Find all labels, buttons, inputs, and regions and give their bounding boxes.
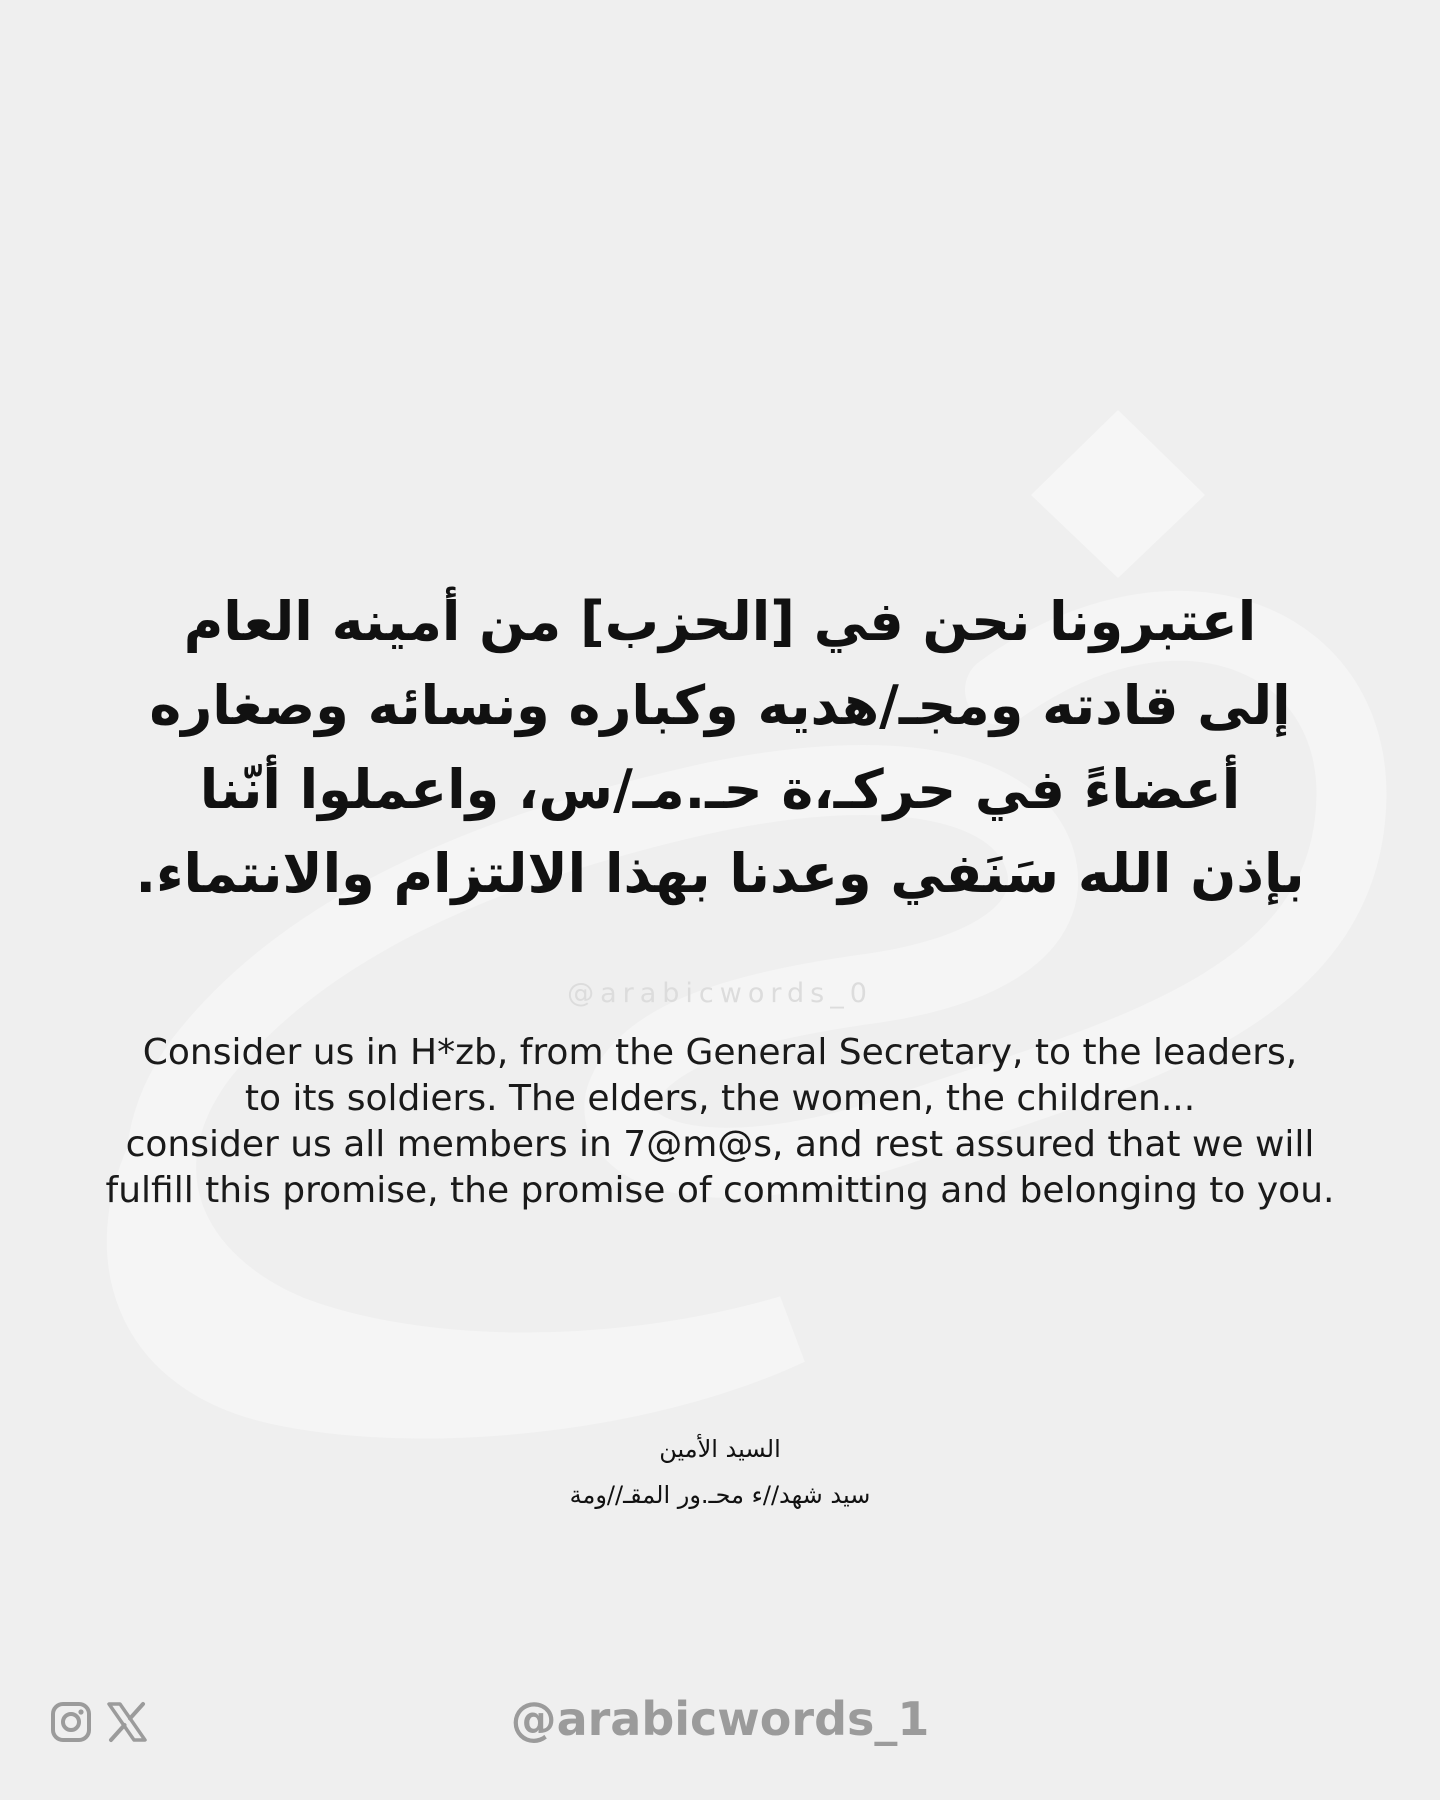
faint-watermark-handle: @arabicwords_0 [567, 978, 873, 1009]
arabic-quote-line: بإذن الله سَنَفي وعدنا بهذا الالتزام والانتماء. [135, 842, 1305, 905]
english-translation [100, 1030, 1340, 1214]
arabic-quote [100, 580, 1340, 916]
translation-line: Consider us in H*zb, from the General Secretary, to the leaders, [142, 1032, 1298, 1073]
arabic-quote-line: إلى قادته ومجـ/هديه وكباره ونسائه وصغاره [149, 674, 1291, 737]
attribution-title: السيد الأمين [659, 1435, 781, 1463]
translation-line: fulfill this promise, the promise of committing and belonging to you. [105, 1170, 1335, 1211]
account-handle: @arabicwords_1 [510, 1692, 930, 1746]
arabic-quote-line: أعضاءً في حركـ،ة حـ.مـ/س، واعملوا أنّنا [199, 758, 1241, 821]
attribution [0, 1426, 1440, 1518]
translation-line: consider us all members in 7@m@s, and rest assured that we will [125, 1124, 1315, 1165]
translation-line: to its soldiers. The elders, the women, the children... [244, 1078, 1196, 1119]
attribution-name: سيد شهد//ء محـ.ور المقـ//ومة [569, 1481, 871, 1509]
arabic-quote-line: اعتبرونا نحن في [الحزب] من أمينه العام [183, 590, 1257, 653]
